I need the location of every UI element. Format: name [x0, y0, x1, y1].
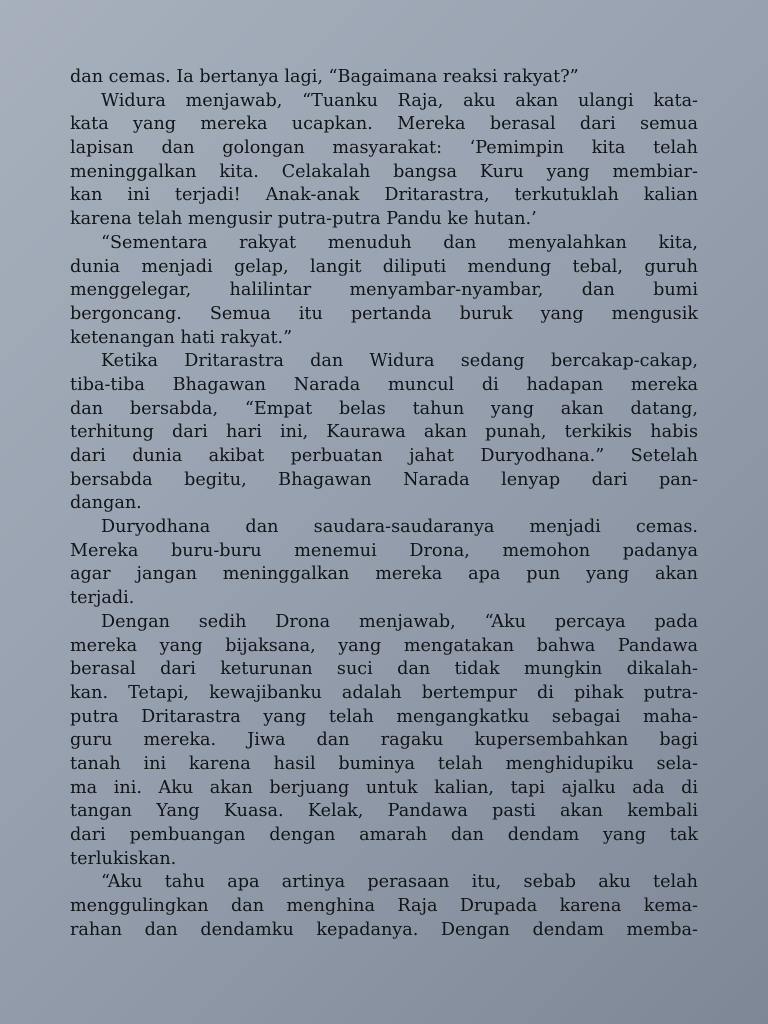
text-line: dan bersabda, “Empat belas tahun yang akan datang, — [70, 398, 698, 419]
paragraph — [70, 232, 698, 350]
text-line: Dengan sedih Drona menjawab, “Aku percaya pada — [101, 611, 698, 632]
text-line: karena telah mengusir putra-putra Pandu ke hutan.’ — [70, 209, 537, 230]
text-line: dari pembuangan dengan amarah dan dendam yang tak — [70, 825, 698, 845]
text-line: tanah ini karena hasil buminya telah menghidupiku sela- — [70, 753, 698, 774]
text-line: guru mereka. Jiwa dan ragaku kupersembahkan bagi — [70, 730, 698, 751]
text-line: tangan Yang Kuasa. Kelak, Pandawa pasti akan kembali — [70, 801, 698, 822]
text-line: ma ini. Aku akan berjuang untuk kalian, tapi ajalku ada di — [70, 777, 698, 798]
text-line: Ketika Dritarastra dan Widura sedang bercakap-cakap, — [101, 351, 698, 372]
text-line: terhitung dari hari ini, Kaurawa akan punah, terkikis habis — [70, 422, 698, 443]
text-line: dari dunia akibat perbuatan jahat Duryodhana.” Setelah — [70, 446, 698, 466]
text-line: Duryodhana dan saudara-saudaranya menjadi cemas. — [101, 517, 698, 538]
text-line: ketenangan hati rakyat.” — [70, 327, 293, 348]
paragraph — [70, 611, 698, 872]
text-line: dunia menjadi gelap, langit diliputi mendung tebal, guruh — [70, 256, 698, 277]
text-line: meninggalkan kita. Celakalah bangsa Kuru yang membiar- — [70, 161, 698, 182]
text-line: terjadi. — [70, 588, 135, 609]
paragraph — [70, 871, 698, 942]
text-line: menggulingkan dan menghina Raja Drupada karena kema- — [70, 896, 698, 917]
text-line: mereka yang bijaksana, yang mengatakan bahwa Pandawa — [70, 635, 698, 656]
text-line: Mereka buru-buru menemui Drona, memohon padanya — [70, 540, 698, 561]
paragraph — [70, 66, 698, 90]
text-line: menggelegar, halilintar menyambar-nyambar, dan bumi — [70, 280, 698, 301]
text-line: bersabda begitu, Bhagawan Narada lenyap dari pan- — [70, 469, 698, 490]
text-line: bergoncang. Semua itu pertanda buruk yang mengusik — [70, 303, 698, 324]
text-line: dan cemas. Ia bertanya lagi, “Bagaimana reaksi rakyat?” — [70, 67, 579, 87]
text-line: lapisan dan golongan masyarakat: ‘Pemimpin kita telah — [70, 138, 698, 159]
text-line: kan. Tetapi, kewajibanku adalah bertempur di pihak putra- — [70, 682, 698, 703]
paragraph — [70, 90, 698, 232]
text-line: “Sementara rakyat menuduh dan menyalahkan kita, — [101, 232, 698, 253]
text-line: kan ini terjadi! Anak-anak Dritarastra, terkutuklah kalian — [70, 185, 698, 206]
text-line: rahan dan dendamku kepadanya. Dengan dendam memba- — [70, 919, 698, 940]
text-line: “Aku tahu apa artinya perasaan itu, sebab aku telah — [101, 872, 698, 893]
text-line: kata yang mereka ucapkan. Mereka berasal dari semua — [70, 114, 698, 135]
paragraph — [70, 350, 698, 516]
paragraph — [70, 516, 698, 611]
text-line: agar jangan meninggalkan mereka apa pun yang akan — [70, 564, 698, 585]
text-line: terlukiskan. — [70, 848, 177, 869]
book-page-text — [70, 66, 698, 942]
text-line: tiba-tiba Bhagawan Narada muncul di hadapan mereka — [70, 374, 698, 395]
text-line: putra Dritarastra yang telah mengangkatku sebagai maha- — [70, 706, 698, 727]
text-line: berasal dari keturunan suci dan tidak mungkin dikalah- — [70, 659, 698, 680]
text-line: Widura menjawab, “Tuanku Raja, aku akan ulangi kata- — [101, 90, 698, 111]
text-line: dangan. — [70, 493, 142, 514]
